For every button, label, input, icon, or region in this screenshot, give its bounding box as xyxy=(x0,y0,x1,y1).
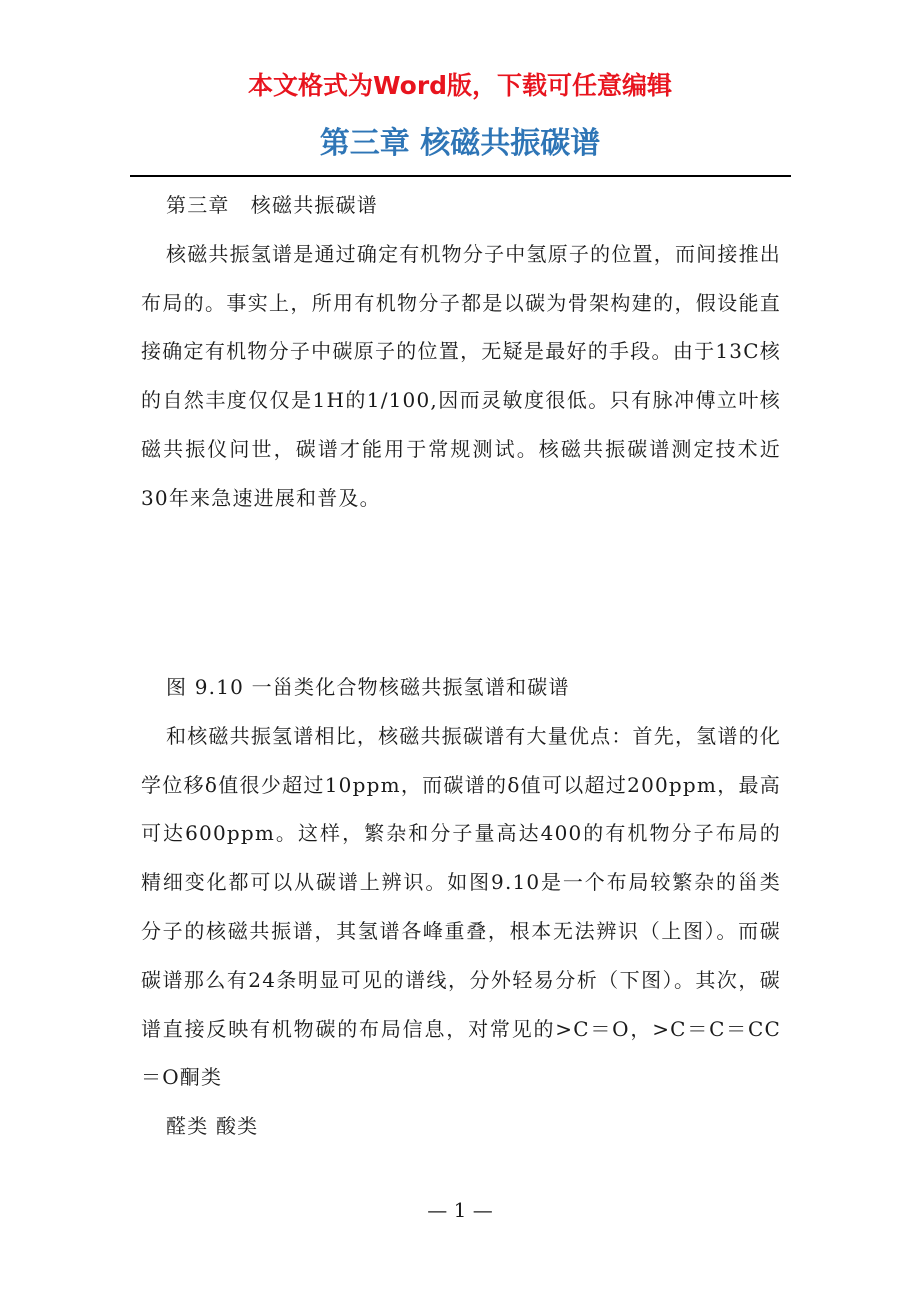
title-divider xyxy=(130,175,791,177)
comparison-paragraph: 和核磁共振氢谱相比，核磁共振碳谱有大量优点：首先，氢谱的化学位移δ值很少超过10ppm，而碳谱的δ值可以超过200ppm，最高可达600ppm。这样，繁杂和分子量高达400的有机物分子布局的精细变化都可以从碳谱上辨识。如图9.10是一个布局较繁杂的甾类分子的核磁共振谱，其氢谱各峰重叠，根本无法辨识（上图）。而碳碳谱那么有24条明显可见的谱线，分外轻易分析（下图）。其次，碳谱直接反映有机物碳的布局信息，对常见的>C＝O，>C＝C＝CC＝O酮类 xyxy=(141,723,781,1090)
body-section-comparison xyxy=(141,663,781,1151)
chapter-heading: 第三章 核磁共振碳谱 xyxy=(166,193,378,217)
classes-line: 醛类 酸类 xyxy=(166,1114,259,1139)
figure-caption: 图 9.10 一甾类化合物核磁共振氢谱和碳谱 xyxy=(166,675,570,699)
page-number: — 1 — xyxy=(427,1198,493,1222)
intro-paragraph: 核磁共振氢谱是通过确定有机物分子中氢原子的位置，而间接推出布局的。事实上，所用有机物分子都是以碳为骨架构建的，假设能直接确定有机物分子中碳原子的位置，无疑是最好的手段。由于13C核的自然丰度仅仅是1H的1/100,因而灵敏度很低。只有脉冲傅立叶核磁共振仪问世，碳谱才能用于常规测试。核磁共振碳谱测定技术近30年来急速进展和普及。 xyxy=(141,241,781,510)
body-section-intro xyxy=(141,181,781,523)
format-notice-banner: 本文格式为Word版，下载可任意编辑 xyxy=(247,71,673,100)
document-title: 第三章 核磁共振碳谱 xyxy=(319,126,601,161)
